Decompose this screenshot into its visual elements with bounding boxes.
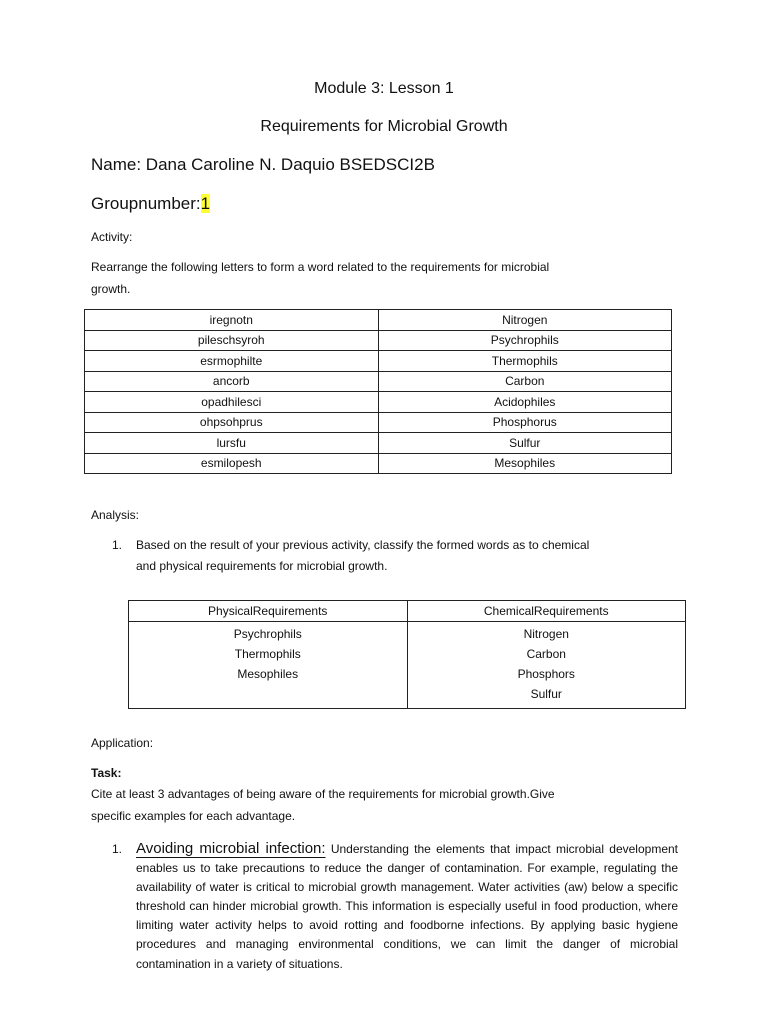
requirements-table-body-row — [129, 622, 686, 709]
analysis-item-line1: Based on the result of your previous activity, classify the formed words as to chemical — [136, 538, 590, 552]
word-scramble-row — [85, 433, 672, 454]
chemical-requirement-item: Phosphors — [517, 667, 575, 681]
scrambled-word-cell: pileschsyroh — [85, 330, 379, 351]
word-scramble-row — [85, 310, 672, 331]
task-line2: specific examples for each advantage. — [91, 809, 296, 823]
student-name: Name: Dana Caroline N. Daquio BSEDSCI2B — [91, 155, 435, 174]
answer-word-cell: Nitrogen — [378, 310, 672, 331]
scrambled-word-cell: ancorb — [85, 371, 379, 392]
word-scramble-row — [85, 371, 672, 392]
application-item-paragraph — [136, 839, 678, 974]
physical-requirement-item: Psychrophils — [233, 627, 302, 641]
word-scramble-row — [85, 412, 672, 433]
scrambled-word-cell: esrmophilte — [85, 351, 379, 372]
requirements-table — [128, 600, 686, 709]
application-heading: Application: — [91, 736, 154, 750]
group-label: Groupnumber: — [91, 194, 201, 213]
physical-requirements-column — [129, 622, 408, 709]
scrambled-word-cell: lursfu — [85, 433, 379, 454]
task-label: Task: — [91, 766, 122, 780]
answer-word-cell: Thermophils — [378, 351, 672, 372]
answer-word-cell: Carbon — [378, 371, 672, 392]
task-line1: Cite at least 3 advantages of being aware of the requirements for microbial growth.Give — [91, 787, 555, 801]
word-scramble-table — [84, 309, 672, 474]
answer-word-cell: Mesophiles — [378, 453, 672, 474]
scrambled-word-cell: iregnotn — [85, 310, 379, 331]
module-title: Module 3: Lesson 1 — [314, 80, 454, 97]
application-item-number: 1. — [112, 842, 123, 856]
scrambled-word-cell: ohpsohprus — [85, 412, 379, 433]
answer-word-cell: Phosphorus — [378, 412, 672, 433]
physical-requirement-item: Mesophiles — [237, 667, 299, 681]
lesson-title: Requirements for Microbial Growth — [260, 118, 508, 135]
chemical-requirements-header: ChemicalRequirements — [407, 601, 686, 622]
analysis-heading: Analysis: — [91, 508, 140, 522]
word-scramble-row — [85, 392, 672, 413]
word-scramble-row — [85, 330, 672, 351]
activity-instruction-line2: growth. — [91, 282, 131, 296]
chemical-requirement-item: Nitrogen — [523, 627, 569, 641]
chemical-requirement-item: Carbon — [526, 647, 566, 661]
analysis-item-number: 1. — [112, 538, 123, 552]
analysis-item-line2: and physical requirements for microbial growth. — [136, 559, 388, 573]
answer-word-cell: Sulfur — [378, 433, 672, 454]
group-number-line — [91, 194, 210, 214]
activity-instruction-line1: Rearrange the following letters to form a word related to the requirements for microbial — [91, 260, 550, 274]
scrambled-word-cell: esmilopesh — [85, 453, 379, 474]
physical-requirement-item: Thermophils — [234, 647, 301, 661]
activity-heading: Activity: — [91, 230, 133, 244]
group-number-highlighted: 1 — [200, 194, 211, 213]
requirements-table-header-row — [129, 601, 686, 622]
application-item-body: Understanding the elements that impact microbial development enables us to take precautions to reduce the danger of contamination. For example, regulating the availability of water is critical to microbial growth management. Water activities (aw) below a specific threshold can hinder microbial growth. This information is especially useful in food production, where limiting water activity helps to avoid rotting and foodborne infections. By applying basic hygiene procedures and managing environmental conditions, we can limit the danger of microbial contamination in a variety of situations. — [136, 842, 678, 971]
chemical-requirements-column — [407, 622, 686, 709]
word-scramble-row — [85, 351, 672, 372]
answer-word-cell: Psychrophils — [378, 330, 672, 351]
chemical-requirement-item: Sulfur — [530, 687, 562, 701]
word-scramble-row — [85, 453, 672, 474]
word-scramble-table-body — [85, 310, 672, 474]
application-item-lead: Avoiding microbial infection: — [136, 840, 326, 857]
scrambled-word-cell: opadhilesci — [85, 392, 379, 413]
answer-word-cell: Acidophiles — [378, 392, 672, 413]
physical-requirements-header: PhysicalRequirements — [129, 601, 408, 622]
